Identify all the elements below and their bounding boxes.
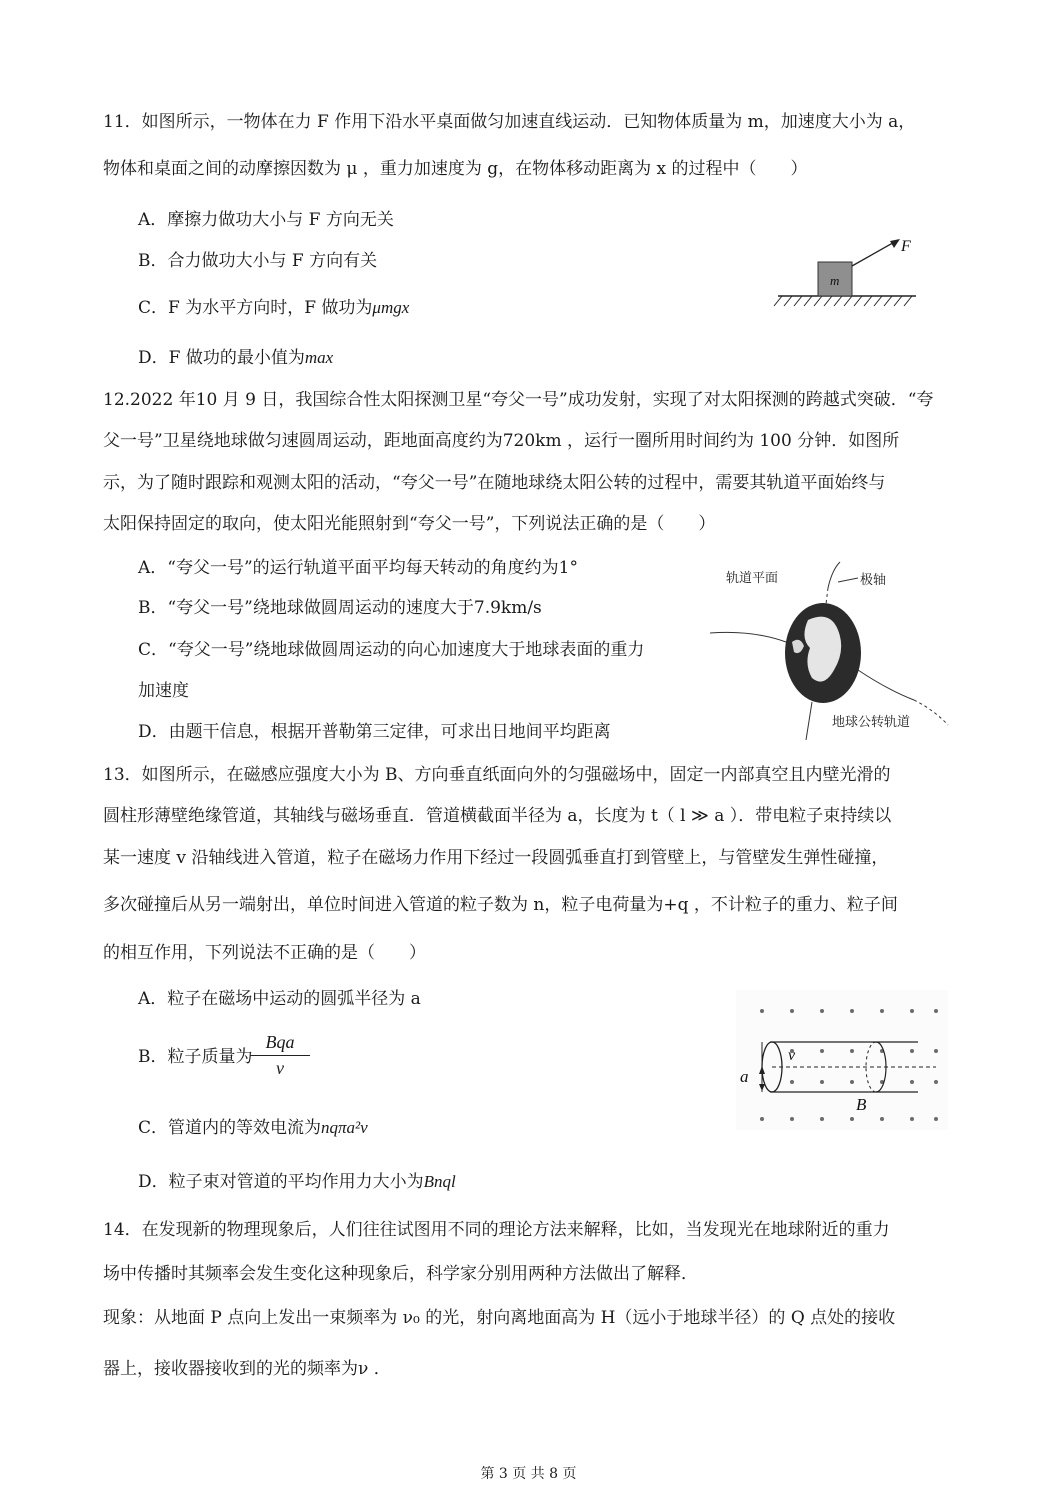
q11-mass-label: m (830, 273, 840, 288)
q11-option-c-formula: μmgx (372, 298, 410, 317)
q12-label-revolution-orbit: 地球公转轨道 (832, 715, 911, 730)
q11-force-arrow (852, 240, 898, 266)
q13-label-v: v (788, 1047, 796, 1064)
q13-option-d-formula: Bnql (423, 1172, 456, 1191)
q12-option-c-line1: C．“夸父一号”绕地球做圆周运动的向心加速度大于地球表面的重力 (138, 640, 645, 660)
q11-stem-line1: 11．如图所示，一物体在力 F 作用下沿水平桌面做匀加速直线运动．已知物体质量为 m，加速度大小为 a， (103, 112, 916, 132)
q12-label-polar-axis: 极轴 (860, 573, 887, 588)
q13-option-b-numerator: Bqa (250, 1032, 310, 1056)
q13-label-b: B (856, 1095, 867, 1114)
q13-option-b-fraction (250, 1032, 310, 1079)
page-footer: 第 3 页 共 8 页 (480, 1466, 577, 1482)
q12-stem-line2: 父一号”卫星绕地球做匀速圆周运动，距地面高度约为720km ，运行一圈所用时间约为 100 分钟．如图所 (103, 431, 900, 451)
q13-option-d-text: D．粒子束对管道的平均作用力大小为 (138, 1172, 424, 1192)
q13-option-b-text: B．粒子质量为 (138, 1047, 253, 1067)
q12-figure (708, 560, 958, 745)
q12-solar-orbit-left (710, 632, 786, 642)
q11-option-d-formula: max (304, 348, 334, 367)
q13-figure (736, 990, 948, 1130)
q13-stem-line3: 某一速度 v 沿轴线进入管道，粒子在磁场力作用下经过一段圆弧垂直打到管壁上，与管壁发生弹性碰撞， (103, 848, 889, 868)
q13-stem-line2: 圆柱形薄壁绝缘管道，其轴线与磁场垂直．管道横截面半径为 a，长度为 t（ l ≫ a ）．带电粒子束持续以 (103, 806, 892, 826)
q11-option-c (138, 296, 409, 320)
q14-stem-line4: 器上，接收器接收到的光的频率为ν ． (103, 1359, 391, 1379)
q12-polar-axis (828, 562, 840, 588)
q13-label-a: a (740, 1067, 749, 1086)
q13-option-d (138, 1170, 456, 1194)
q14-stem-line1: 14．在发现新的物理现象后，人们往往试图用不同的理论方法来解释，比如，当发现光在地球附近的重力 (103, 1220, 890, 1240)
q11-option-c-text: C．F 为水平方向时，F 做功为 (138, 298, 373, 318)
q13-stem-line4: 多次碰撞后从另一端射出，单位时间进入管道的粒子数为 n，粒子电荷量为+q ，不计粒子的重力、粒子间 (103, 895, 898, 915)
q12-solar-orbit-right (858, 670, 914, 700)
q12-option-c-line2: 加速度 (138, 681, 189, 701)
q12-option-b: B．“夸父一号”绕地球做圆周运动的速度大于7.9km/s (138, 598, 542, 618)
q13-option-a: A．粒子在磁场中运动的圆弧半径为 a (138, 989, 421, 1009)
q12-option-d: D．由题干信息，根据开普勒第三定律，可求出日地间平均距离 (138, 722, 611, 742)
q13-option-b-denominator: v (276, 1058, 284, 1078)
q11-option-d-text: D．F 做功的最小值为 (138, 348, 305, 368)
q12-option-a: A．“夸父一号”的运行轨道平面平均每天转动的角度约为1° (138, 558, 578, 578)
q11-option-d (138, 346, 333, 370)
q11-option-b: B．合力做功大小与 F 方向有关 (138, 251, 378, 271)
q12-stem-line3: 示，为了随时跟踪和观测太阳的活动，“夸父一号”在随地球绕太阳公转的过程中，需要其轨道平面始终与 (103, 473, 886, 493)
q13-stem-line5: 的相互作用，下列说法不正确的是（ ） (103, 943, 426, 963)
q12-label-orbit-plane: 轨道平面 (726, 571, 779, 586)
q12-solar-orbit-dashed (914, 700, 948, 725)
q11-force-label: F (901, 238, 911, 255)
q13-option-c (138, 1116, 368, 1140)
q11-figure (770, 228, 920, 313)
q11-option-a: A．摩擦力做功大小与 F 方向无关 (138, 210, 394, 230)
q13-option-c-formula: nqπa²v (321, 1118, 368, 1137)
q13-stem-line1: 13．如图所示，在磁感应强度大小为 B、方向垂直纸面向外的匀强磁场中，固定一内部真空且内壁光滑的 (103, 765, 891, 785)
q12-stem-line1: 12.2022 年10 月 9 日，我国综合性太阳探测卫星“夸父一号”成功发射，实现了对太阳探测的跨越式突破．“夸 (103, 390, 934, 410)
q13-option-c-text: C．管道内的等效电流为 (138, 1118, 322, 1138)
q14-stem-line2: 场中传播时其频率会发生变化这种现象后，科学家分别用两种方法做出了解释． (103, 1264, 698, 1284)
q12-stem-line4: 太阳保持固定的取向，使太阳光能照射到“夸父一号”，下列说法正确的是（ ） (103, 514, 716, 534)
q14-stem-line3: 现象：从地面 P 点向上发出一束频率为 ν₀ 的光，射向离地面高为 H（远小于地球半径）的 Q 点处的接收 (103, 1308, 896, 1328)
q11-stem-line2: 物体和桌面之间的动摩擦因数为 μ ，重力加速度为 g，在物体移动距离为 x 的过程中（ ） (103, 159, 808, 179)
